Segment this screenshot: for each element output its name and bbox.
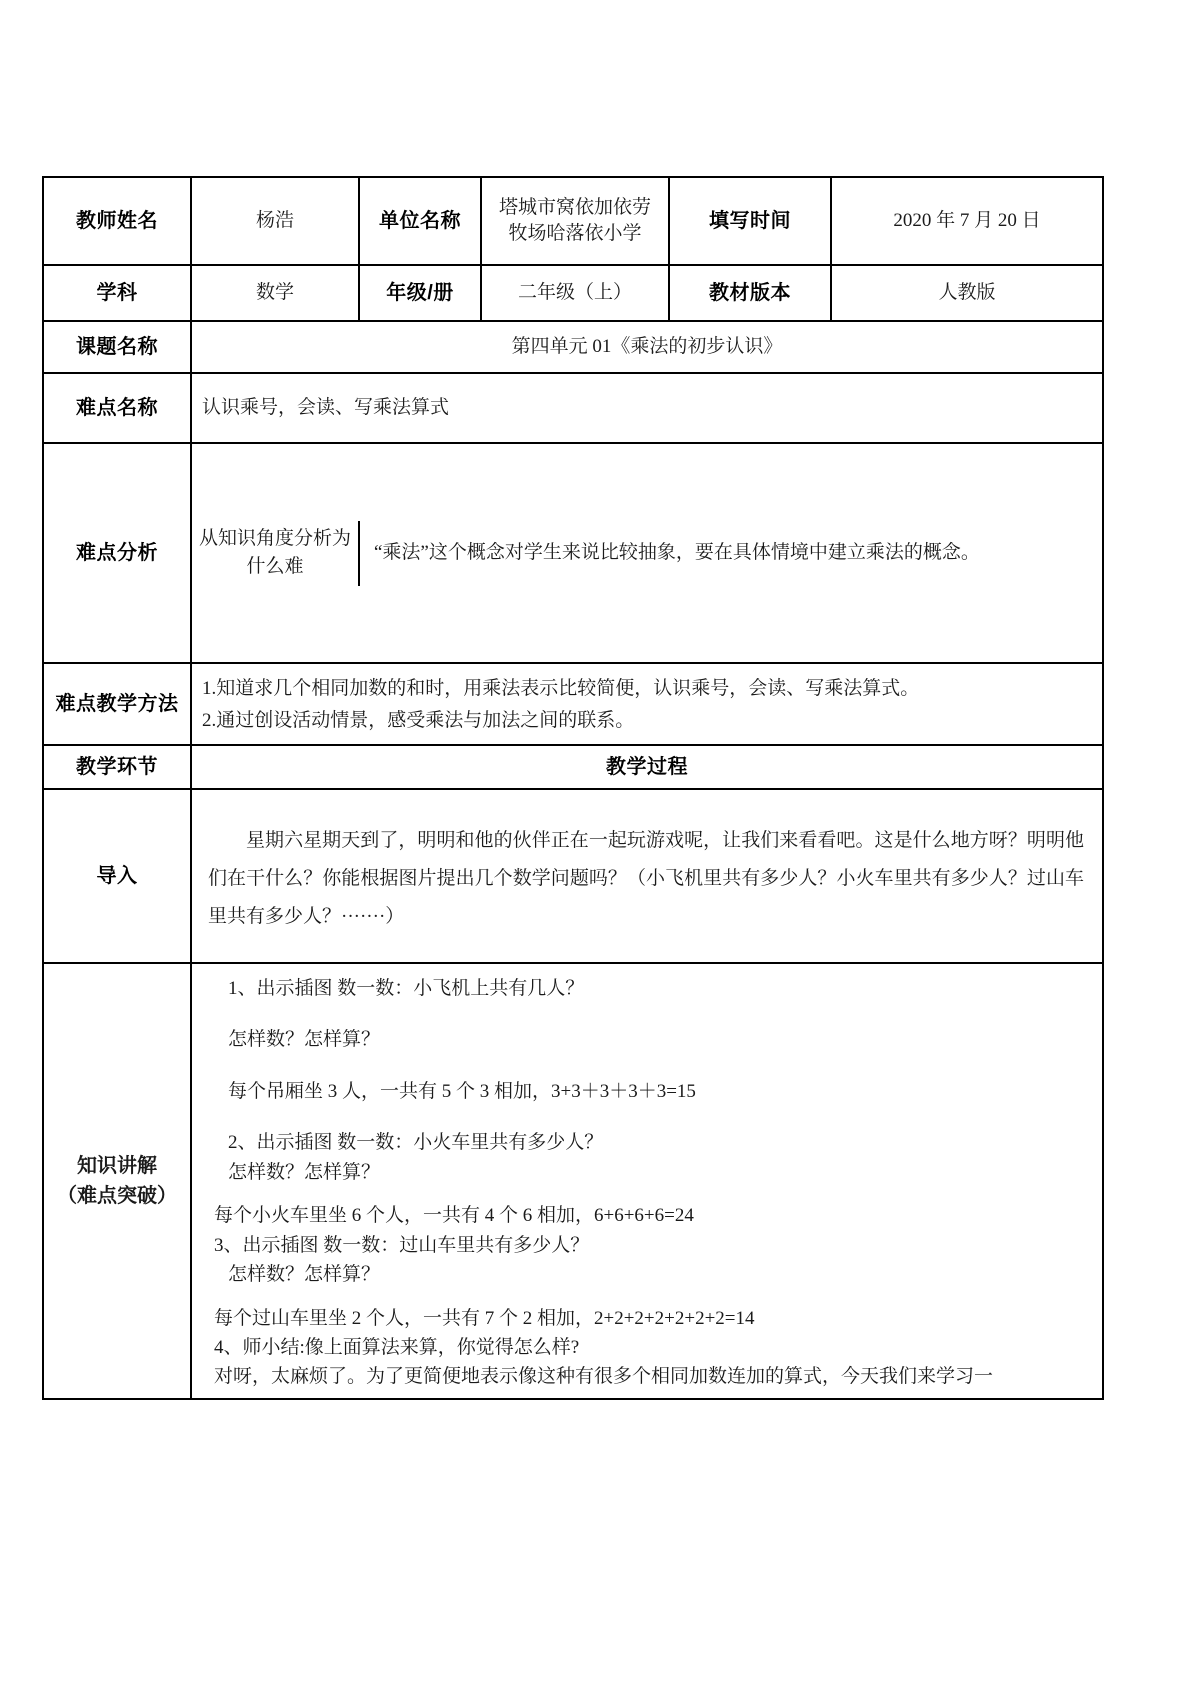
cell-subject-value [191, 265, 359, 321]
table-row-stage-header [43, 745, 1103, 789]
unit-label: 单位名称 [379, 209, 461, 232]
date-label: 填写时间 [709, 209, 791, 232]
explain-line-5: 怎样数？怎样算？ [228, 1161, 381, 1183]
explain-label-line-2: （难点突破） [57, 1184, 177, 1207]
teaching-method-line-1: 1.知道求几个相同加数的和时，用乘法表示比较简便，认识乘号，会读、写乘法算式。 [202, 677, 920, 699]
table-row-import [43, 789, 1103, 963]
lesson-plan-table [42, 176, 1104, 1400]
cell-date-label [669, 177, 831, 265]
cell-import-label [43, 789, 191, 963]
spacer [214, 1055, 1086, 1077]
table-row-teaching-method [43, 663, 1103, 745]
explain-label-line-1: 知识讲解 [77, 1154, 157, 1177]
grade-value: 二年级（上） [517, 282, 632, 304]
explain-line-9: 每个过山车里坐 2 个人，一共有 7 个 2 相加，2+2+2+2+2+2+2=14 [214, 1307, 755, 1329]
cell-topic-label [43, 321, 191, 373]
cell-teaching-method-value [191, 663, 1103, 745]
spacer [214, 1003, 1086, 1025]
cell-unit-label [359, 177, 481, 265]
teaching-method-body [192, 665, 1102, 744]
cell-import-value [191, 789, 1103, 963]
cell-difficulty-name-value [191, 373, 1103, 443]
import-paragraph: 星期六星期天到了，明明和他的伙伴正在一起玩游戏呢，让我们来看看吧。这是什么地方呀？明明他们在干什么？你能根据图片提出几个数学问题吗？（小飞机里共有多少人？小火车里共有多少人？过山车里共有多少人？·······） [208, 830, 1084, 927]
table-row-teacher [43, 177, 1103, 265]
explain-line-10: 4、师小结:像上面算法来算，你觉得怎么样? [214, 1336, 580, 1358]
import-body [192, 806, 1102, 946]
unit-value: 塔城市窝依加依劳牧场哈落依小学 [498, 197, 651, 244]
teacher-label: 教师姓名 [76, 209, 158, 232]
cell-teacher-value [191, 177, 359, 265]
cell-grade-label [359, 265, 481, 321]
lesson-plan-sheet [42, 176, 1102, 1400]
cell-difficulty-analysis-value [191, 443, 1103, 663]
explain-label [44, 1145, 190, 1217]
table-row-topic [43, 321, 1103, 373]
table-row-difficulty-analysis [43, 443, 1103, 663]
cell-teaching-method-label [43, 663, 191, 745]
teaching-method-label: 难点教学方法 [55, 692, 179, 715]
difficulty-name-label: 难点名称 [76, 396, 158, 419]
difficulty-analysis-sublabel: 从知识角度分析为什么难 [192, 521, 360, 586]
table-row-subject [43, 265, 1103, 321]
spacer [214, 1106, 1086, 1128]
cell-difficulty-name-label [43, 373, 191, 443]
cell-explain-value [191, 963, 1103, 1399]
explain-line-11: 对呀，太麻烦了。为了更简便地表示像这种有很多个相同加数连加的算式，今天我们来学习一 [214, 1366, 994, 1388]
explain-line-8: 怎样数？怎样算？ [228, 1264, 381, 1286]
cell-date-value [831, 177, 1103, 265]
explain-line-4: 2、出示插图 数一数：小火车里共有多少人？ [228, 1132, 604, 1154]
cell-difficulty-analysis-label [43, 443, 191, 663]
topic-label: 课题名称 [76, 335, 158, 358]
explain-body [192, 964, 1102, 1398]
teaching-method-line-2: 2.通过创设活动情景，感受乘法与加法之间的联系。 [202, 710, 635, 731]
table-row-explain [43, 963, 1103, 1399]
difficulty-name-value: 认识乘号，会读、写乘法算式 [202, 397, 450, 419]
explain-line-3: 每个吊厢坐 3 人，一共有 5 个 3 相加，3+3＋3＋3＋3=15 [228, 1080, 696, 1102]
cell-unit-value [481, 177, 669, 265]
explain-line-7: 3、出示插图 数一数：过山车里共有多少人？ [214, 1234, 590, 1256]
teacher-value: 杨浩 [255, 210, 294, 232]
cell-teacher-label [43, 177, 191, 265]
stage-label: 教学环节 [76, 755, 158, 778]
cell-stage-label [43, 745, 191, 789]
import-label: 导入 [96, 864, 138, 887]
explain-line-6: 每个小火车里坐 6 个人，一共有 4 个 6 相加，6+6+6+6=24 [214, 1205, 694, 1227]
difficulty-analysis-text: “乘法”这个概念对学生来说比较抽象，要在具体情境中建立乘法的概念。 [374, 541, 980, 563]
cell-subject-label [43, 265, 191, 321]
table-row-difficulty-name [43, 373, 1103, 443]
date-value: 2020 年 7 月 20 日 [893, 210, 1041, 232]
subject-value: 数学 [255, 282, 294, 304]
grade-label: 年级/册 [386, 281, 454, 304]
spacer [214, 1290, 1086, 1304]
book-label: 教材版本 [709, 281, 791, 304]
cell-topic-value [191, 321, 1103, 373]
cell-process-label [191, 745, 1103, 789]
difficulty-analysis-split [192, 521, 1102, 586]
cell-grade-value [481, 265, 669, 321]
cell-book-label [669, 265, 831, 321]
spacer [214, 1187, 1086, 1201]
explain-line-2: 怎样数？怎样算？ [228, 1029, 381, 1051]
topic-value: 第四单元 01《乘法的初步认识》 [511, 336, 783, 358]
cell-book-value [831, 265, 1103, 321]
explain-line-1: 1、出示插图 数一数：小飞机上共有几人？ [228, 978, 585, 999]
difficulty-analysis-label: 难点分析 [76, 541, 158, 564]
process-label: 教学过程 [606, 755, 688, 778]
cell-explain-label [43, 963, 191, 1399]
subject-label: 学科 [96, 281, 138, 304]
book-value: 人教版 [938, 282, 996, 304]
